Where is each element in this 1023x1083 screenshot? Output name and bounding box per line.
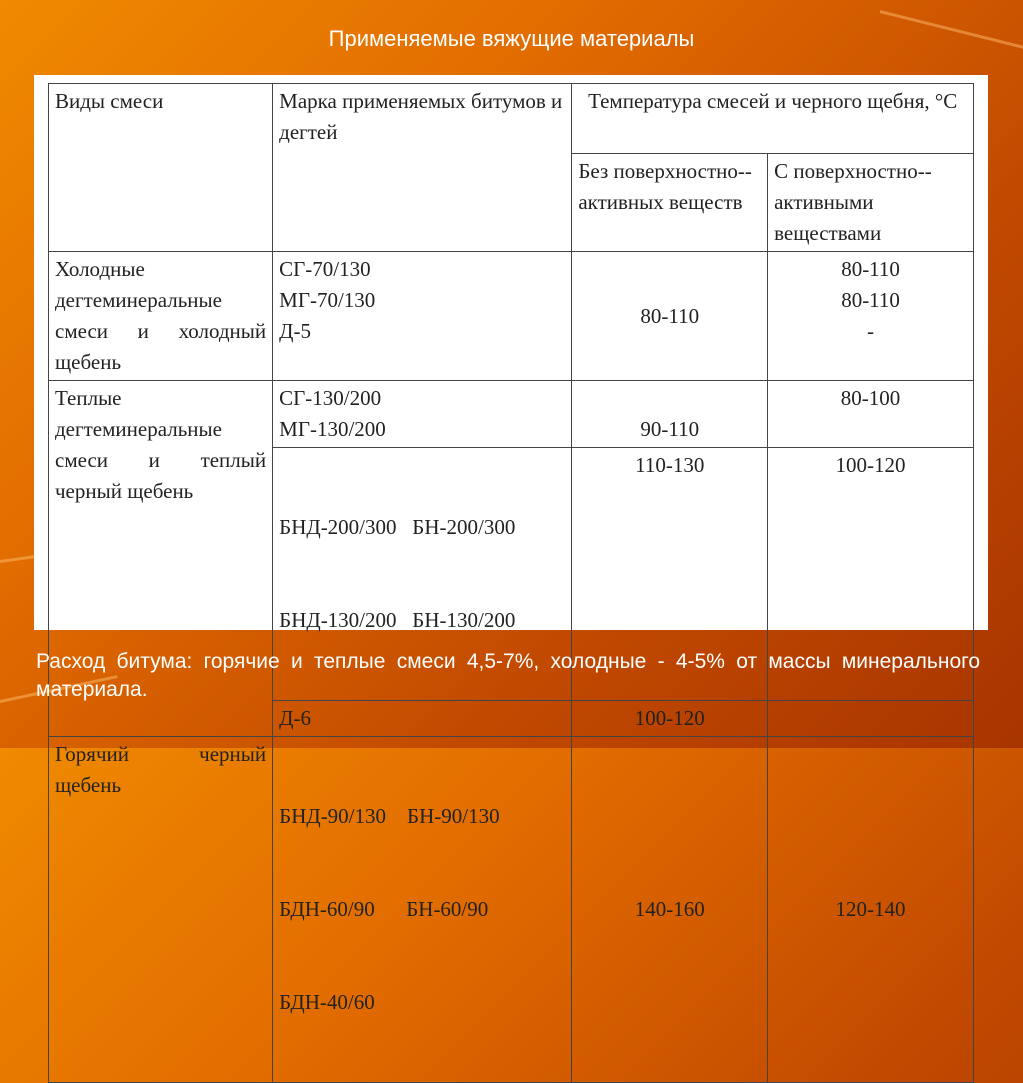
- header-without-surfactants: Без поверхностно--активных веществ: [572, 154, 768, 252]
- cell-mix: Горячий черный щебень: [49, 737, 273, 1083]
- bitumen-consumption-note: Расход битума: горячие и теплые смеси 4,5-7%, холодные - 4-5% от массы минерального материала.: [36, 650, 980, 701]
- brand-line: БНД-200/300 БН-200/300: [279, 515, 516, 539]
- brand-line: Д-5: [279, 319, 311, 343]
- with-value: -: [867, 319, 875, 343]
- brand-line: СГ-130/200: [279, 386, 382, 410]
- header-temperature: Температура смесей и черного щебня, °С: [572, 84, 974, 154]
- cell-mix: Холодные дегтеминеральные смеси и холодный щебень: [49, 252, 273, 381]
- cell-brands: [273, 381, 572, 448]
- cell-brands: [273, 737, 572, 1083]
- brand-line: БНД-90/130 БН-90/130: [279, 804, 500, 828]
- cell-with: 120-140: [768, 737, 974, 1083]
- brand-line: БНД-130/200 БН-130/200: [279, 608, 516, 632]
- cell-mix: Теплые дегтеминеральные смеси и теплый черный щебень: [49, 381, 273, 737]
- cell-without: 100-120: [572, 701, 768, 737]
- cell-without: 110-130: [572, 448, 768, 701]
- cell-brands: [273, 252, 572, 381]
- cell-with: [768, 252, 974, 381]
- header-mix-types: Виды смеси: [49, 84, 273, 252]
- brand-line: СГ-70/130: [279, 257, 371, 281]
- brand-line: МГ-130/200: [279, 417, 386, 441]
- table-row: [49, 737, 974, 1083]
- cell-with: 100-120: [768, 448, 974, 701]
- header-with-surfactants: С поверхностно--активными веществами: [768, 154, 974, 252]
- brand-line: БДН-40/60: [279, 990, 375, 1014]
- header-brand: Марка применяемых битумов и дегтей: [273, 84, 572, 252]
- with-value: 80-110: [841, 288, 900, 312]
- brand-line: БДН-60/90 БН-60/90: [279, 897, 489, 921]
- slide-title: Применяемые вяжущие материалы: [328, 26, 695, 51]
- cell-without: 90-110: [572, 381, 768, 448]
- brand-line: МГ-70/130: [279, 288, 376, 312]
- with-value: 80-110: [841, 257, 900, 281]
- cell-without: 140-160: [572, 737, 768, 1083]
- table-row: [49, 252, 974, 381]
- cell-with: 80-100: [768, 381, 974, 448]
- brand-line: Д-6: [279, 706, 311, 730]
- binder-materials-table: [48, 83, 974, 1083]
- cell-brands: [273, 701, 572, 737]
- cell-without: 80-110: [572, 252, 768, 381]
- table-row: [49, 381, 974, 448]
- cell-with: [768, 701, 974, 737]
